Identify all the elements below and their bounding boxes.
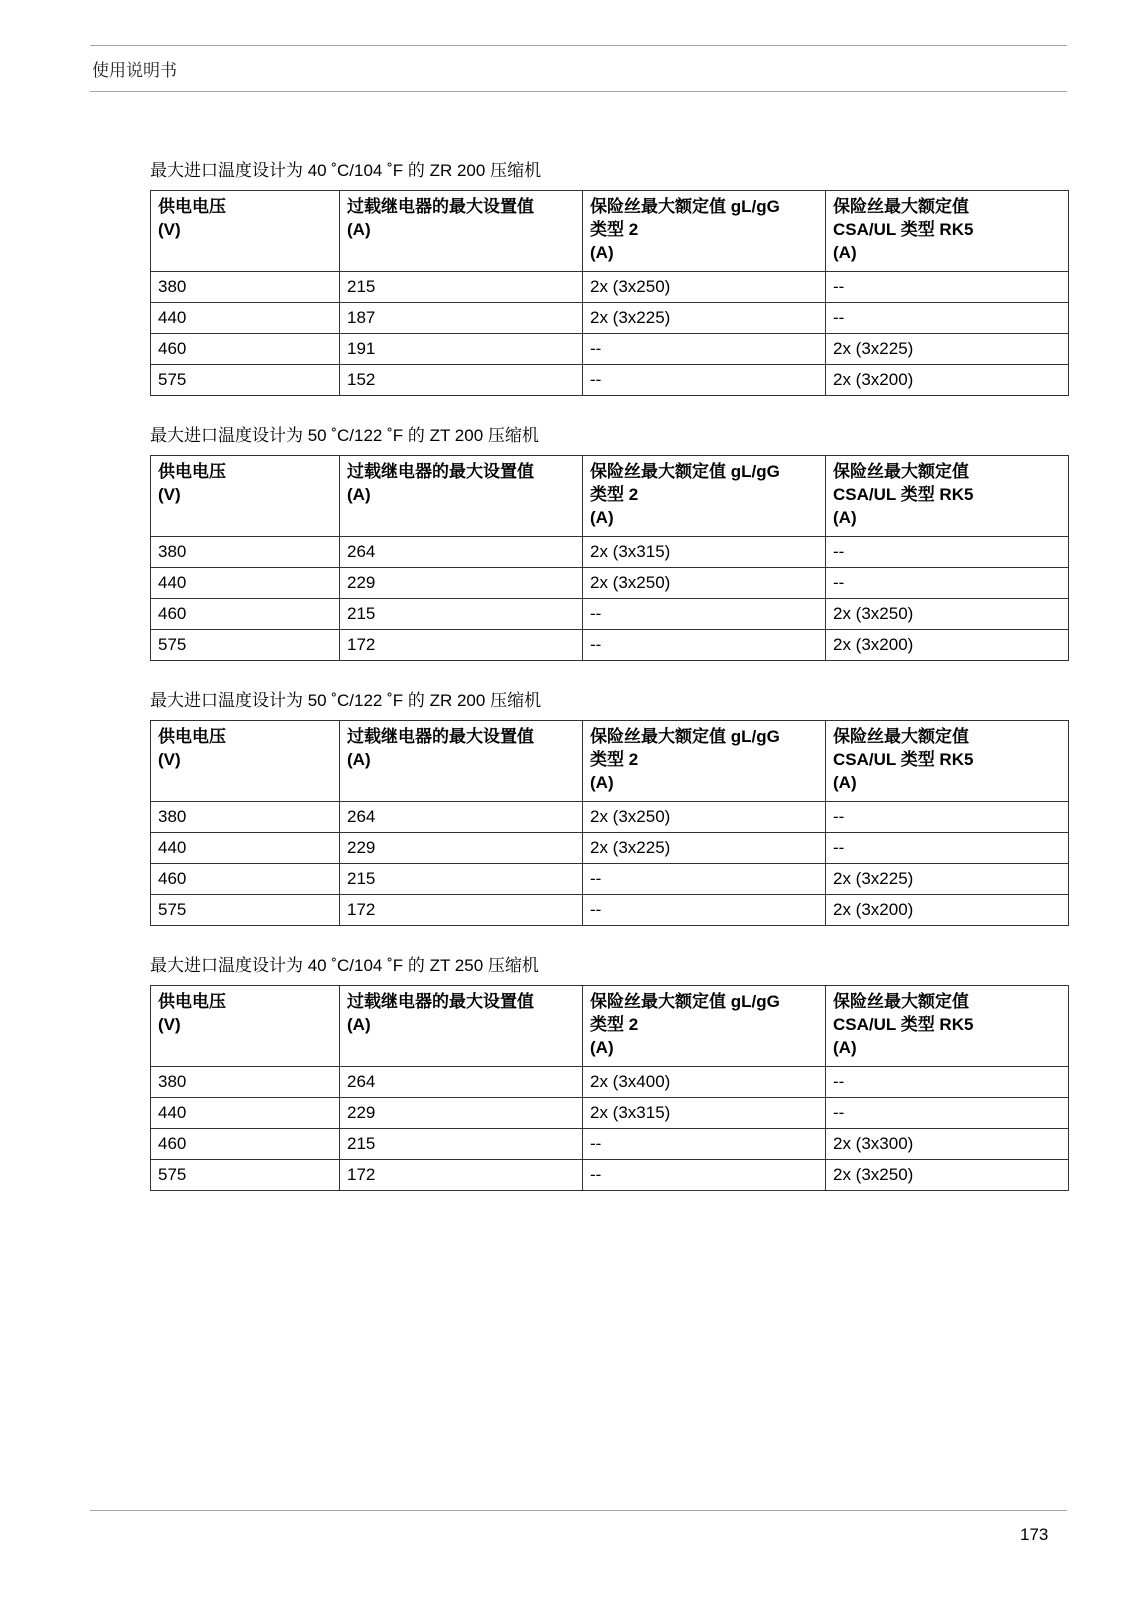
table-cell: 440 [151, 1098, 340, 1129]
table-cell: 2x (3x250) [826, 599, 1069, 630]
table-cell: 460 [151, 1129, 340, 1160]
table-section [150, 425, 1068, 661]
table-cell: 380 [151, 537, 340, 568]
table-cell: 2x (3x315) [583, 1098, 826, 1129]
column-header-line: (A) [833, 243, 857, 262]
table-row [151, 833, 1069, 864]
column-header-line: CSA/UL 类型 RK5 [833, 485, 974, 504]
column-header-line: CSA/UL 类型 RK5 [833, 1015, 974, 1034]
table-caption: 最大进口温度设计为 50 ˚C/122 ˚F 的 ZT 200 压缩机 [150, 426, 539, 445]
column-header-line: (V) [158, 1015, 181, 1034]
table-cell: 2x (3x250) [583, 568, 826, 599]
column-header-line: 保险丝最大额定值 [833, 462, 969, 481]
table-cell: 2x (3x250) [826, 1160, 1069, 1191]
table-cell: 2x (3x400) [583, 1067, 826, 1098]
column-header-line: 保险丝最大额定值 gL/gG [590, 992, 780, 1011]
column-header-line: 供电电压 [158, 992, 226, 1011]
fuse-rating-table [150, 985, 1069, 1191]
table-cell: 215 [340, 1129, 583, 1160]
table-cell: 229 [340, 833, 583, 864]
table-section [150, 160, 1068, 396]
table-cell: -- [826, 303, 1069, 334]
table-cell: 215 [340, 599, 583, 630]
column-header-line: (A) [590, 1038, 614, 1057]
table-section [150, 955, 1068, 1191]
table-row [151, 630, 1069, 661]
column-header-line: (A) [347, 485, 371, 504]
column-header-line: (A) [590, 773, 614, 792]
table-row [151, 568, 1069, 599]
column-header-line: 供电电压 [158, 197, 226, 216]
column-header [340, 986, 583, 1067]
table-cell: 460 [151, 599, 340, 630]
table-caption: 最大进口温度设计为 40 ˚C/104 ˚F 的 ZT 250 压缩机 [150, 956, 539, 975]
table-cell: 575 [151, 365, 340, 396]
table-cell: -- [826, 833, 1069, 864]
column-header-line: (A) [833, 1038, 857, 1057]
table-row [151, 537, 1069, 568]
column-header [340, 721, 583, 802]
table-cell: 152 [340, 365, 583, 396]
table-cell: 215 [340, 864, 583, 895]
document-header-title: 使用说明书 [92, 61, 177, 80]
table-cell: -- [583, 334, 826, 365]
table-cell: 2x (3x250) [583, 272, 826, 303]
column-header-line: CSA/UL 类型 RK5 [833, 750, 974, 769]
column-header-line: (A) [347, 220, 371, 239]
page-number: 173 [1020, 1525, 1049, 1544]
table-cell: 2x (3x225) [826, 334, 1069, 365]
table-row [151, 1160, 1069, 1191]
table-caption: 最大进口温度设计为 50 ˚C/122 ˚F 的 ZR 200 压缩机 [150, 691, 542, 710]
table-row [151, 1129, 1069, 1160]
column-header-line: 保险丝最大额定值 [833, 197, 969, 216]
column-header [826, 456, 1069, 537]
column-header-line: 保险丝最大额定值 gL/gG [590, 197, 780, 216]
table-cell: 2x (3x200) [826, 630, 1069, 661]
column-header [583, 721, 826, 802]
column-header [151, 456, 340, 537]
table-cell: 229 [340, 568, 583, 599]
column-header [826, 191, 1069, 272]
table-row [151, 802, 1069, 833]
column-header-line: (A) [590, 508, 614, 527]
table-cell: 2x (3x200) [826, 895, 1069, 926]
column-header [826, 986, 1069, 1067]
column-header-line: (A) [590, 243, 614, 262]
column-header-line: 保险丝最大额定值 [833, 992, 969, 1011]
column-header [583, 986, 826, 1067]
table-cell: 380 [151, 272, 340, 303]
table-row [151, 272, 1069, 303]
table-cell: 2x (3x225) [826, 864, 1069, 895]
header-top-rule [90, 45, 1067, 46]
table-cell: -- [583, 864, 826, 895]
table-cell: 440 [151, 303, 340, 334]
table-cell: 2x (3x300) [826, 1129, 1069, 1160]
table-cell: 172 [340, 630, 583, 661]
table-cell: 187 [340, 303, 583, 334]
table-cell: -- [826, 568, 1069, 599]
table-cell: -- [583, 599, 826, 630]
fuse-rating-table [150, 190, 1069, 396]
table-cell: 440 [151, 568, 340, 599]
column-header [151, 721, 340, 802]
table-cell: 2x (3x225) [583, 303, 826, 334]
table-cell: -- [826, 537, 1069, 568]
column-header-line: (A) [347, 1015, 371, 1034]
column-header-line: 类型 2 [590, 750, 639, 769]
column-header-line: (V) [158, 750, 181, 769]
column-header [151, 986, 340, 1067]
table-section [150, 690, 1068, 926]
table-cell: 264 [340, 1067, 583, 1098]
table-cell: -- [583, 1129, 826, 1160]
table-cell: 380 [151, 802, 340, 833]
table-cell: 575 [151, 630, 340, 661]
column-header [826, 721, 1069, 802]
table-header-row [151, 721, 1069, 802]
column-header [151, 191, 340, 272]
column-header-line: 供电电压 [158, 727, 226, 746]
table-cell: 575 [151, 895, 340, 926]
column-header-line: 类型 2 [590, 1015, 639, 1034]
table-header-row [151, 456, 1069, 537]
footer-rule [90, 1510, 1067, 1511]
table-row [151, 895, 1069, 926]
table-cell: 229 [340, 1098, 583, 1129]
table-cell: 575 [151, 1160, 340, 1191]
table-cell: -- [583, 365, 826, 396]
column-header-line: 保险丝最大额定值 gL/gG [590, 727, 780, 746]
column-header [340, 191, 583, 272]
table-cell: -- [826, 272, 1069, 303]
table-cell: -- [583, 895, 826, 926]
table-cell: -- [826, 1067, 1069, 1098]
column-header-line: (A) [833, 773, 857, 792]
column-header-line: 过载继电器的最大设置值 [347, 727, 534, 746]
table-row [151, 1098, 1069, 1129]
table-cell: 191 [340, 334, 583, 365]
column-header-line: 供电电压 [158, 462, 226, 481]
column-header [583, 191, 826, 272]
table-cell: 460 [151, 334, 340, 365]
column-header [583, 456, 826, 537]
table-cell: -- [826, 802, 1069, 833]
table-cell: 440 [151, 833, 340, 864]
column-header-line: 过载继电器的最大设置值 [347, 462, 534, 481]
column-header-line: 过载继电器的最大设置值 [347, 992, 534, 1011]
table-row [151, 303, 1069, 334]
table-cell: -- [583, 1160, 826, 1191]
column-header-line: 保险丝最大额定值 gL/gG [590, 462, 780, 481]
table-cell: 460 [151, 864, 340, 895]
column-header-line: CSA/UL 类型 RK5 [833, 220, 974, 239]
column-header-line: 过载继电器的最大设置值 [347, 197, 534, 216]
column-header [340, 456, 583, 537]
table-header-row [151, 986, 1069, 1067]
column-header-line: (V) [158, 220, 181, 239]
table-cell: 264 [340, 537, 583, 568]
table-cell: 215 [340, 272, 583, 303]
table-cell: 172 [340, 1160, 583, 1191]
table-cell: 2x (3x250) [583, 802, 826, 833]
column-header-line: (A) [347, 750, 371, 769]
column-header-line: (A) [833, 508, 857, 527]
column-header-line: 保险丝最大额定值 [833, 727, 969, 746]
table-cell: 2x (3x200) [826, 365, 1069, 396]
table-row [151, 365, 1069, 396]
table-row [151, 599, 1069, 630]
column-header-line: 类型 2 [590, 485, 639, 504]
table-row [151, 864, 1069, 895]
table-cell: 172 [340, 895, 583, 926]
table-cell: 2x (3x315) [583, 537, 826, 568]
table-cell: 264 [340, 802, 583, 833]
table-cell: 2x (3x225) [583, 833, 826, 864]
table-header-row [151, 191, 1069, 272]
table-row [151, 334, 1069, 365]
table-row [151, 1067, 1069, 1098]
table-cell: -- [583, 630, 826, 661]
table-cell: -- [826, 1098, 1069, 1129]
table-cell: 380 [151, 1067, 340, 1098]
column-header-line: 类型 2 [590, 220, 639, 239]
column-header-line: (V) [158, 485, 181, 504]
header-bottom-rule [90, 91, 1067, 92]
fuse-rating-table [150, 455, 1069, 661]
fuse-rating-table [150, 720, 1069, 926]
table-caption: 最大进口温度设计为 40 ˚C/104 ˚F 的 ZR 200 压缩机 [150, 161, 542, 180]
